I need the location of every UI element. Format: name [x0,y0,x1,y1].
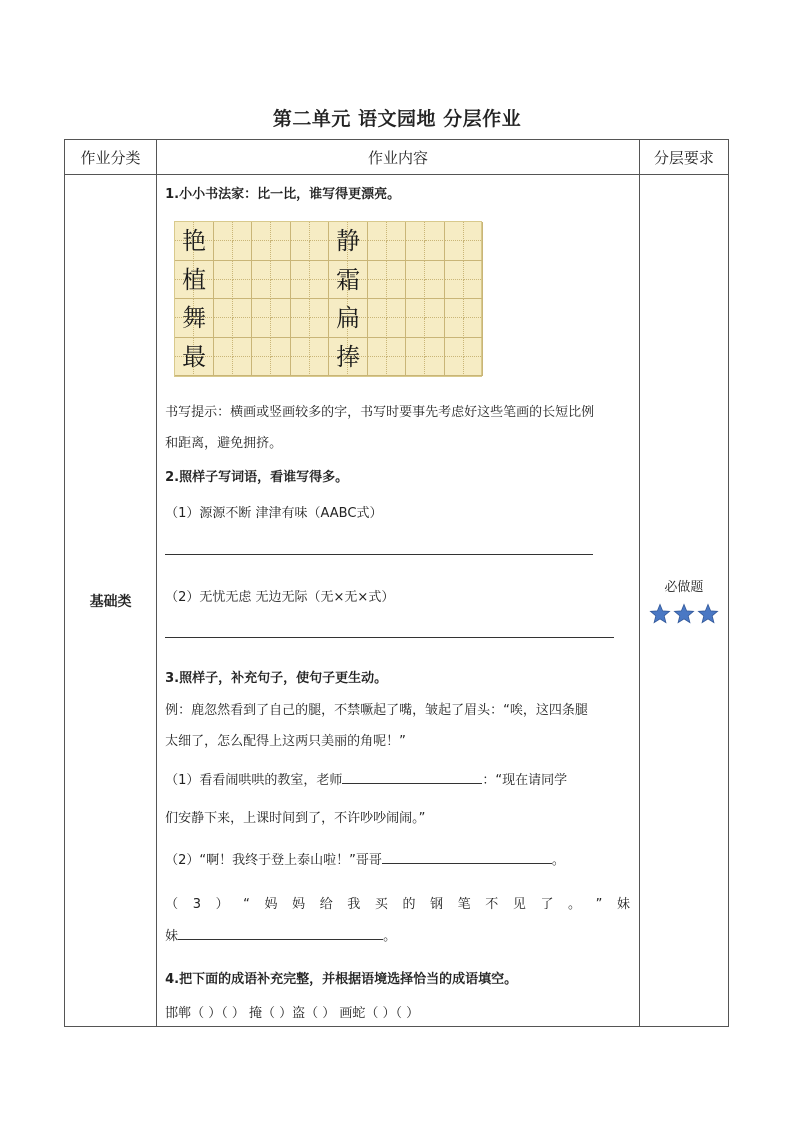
grid-cell[interactable] [445,338,464,357]
grid-cell[interactable] [252,299,271,318]
q3-item3-char: 钢 [430,897,444,912]
q3-item1-suffix: ：“现在请同学 [482,773,568,788]
grid-cell[interactable] [368,338,387,357]
grid-cell[interactable] [445,241,464,260]
q1-tip-line2: 和距离，避免拥挤。 [165,436,283,451]
grid-cell[interactable] [464,357,483,376]
q4-title: 4.把下面的成语补充完整，并根据语境选择恰当的成语填空。 [165,972,518,987]
grid-cell[interactable] [233,280,252,299]
grid-cell[interactable] [271,318,290,337]
grid-cell[interactable] [464,241,483,260]
grid-cell[interactable] [291,357,310,376]
grid-cell[interactable] [406,338,425,357]
grid-cell[interactable] [445,357,464,376]
grid-cell[interactable] [425,357,444,376]
grid-cell[interactable] [252,222,271,241]
grid-cell[interactable] [291,280,310,299]
q3-item1-blank[interactable] [342,769,482,784]
grid-cell[interactable] [368,318,387,337]
grid-cell[interactable] [291,222,310,241]
model-char-left: 植 [182,265,207,294]
grid-cell[interactable] [233,357,252,376]
grid-cell[interactable] [233,318,252,337]
q3-item3-char: 笔 [457,897,471,912]
q3-item3-char: 不 [485,897,499,912]
grid-cell[interactable] [310,318,329,337]
grid-cell[interactable] [310,338,329,357]
star-rating [640,603,728,625]
grid-cell[interactable] [233,338,252,357]
category-label: 基础类 [89,593,132,610]
grid-cell[interactable] [271,357,290,376]
grid-cell[interactable] [464,299,483,318]
header-category: 作业分类 [65,140,157,175]
grid-cell[interactable] [387,357,406,376]
q3-item2-blank[interactable] [382,849,552,864]
requirement-cell [639,175,728,1027]
grid-cell[interactable] [387,261,406,280]
q2-title: 2.照样子写词语，看谁写得多。 [165,470,349,485]
q3-item3-char: 妈 [264,897,278,912]
grid-cell[interactable] [291,318,310,337]
q3-item3-char: “ [243,897,250,912]
grid-cell[interactable] [425,338,444,357]
star-icon [697,603,719,625]
q3-item3-suffix: 。 [383,929,397,944]
q3-item3-char: 3 [192,897,201,912]
requirement-label: 必做题 [664,580,704,595]
q3-item3-prefix: 妹 [165,929,179,944]
grid-cell[interactable] [406,261,425,280]
grid-cell[interactable] [425,299,444,318]
grid-cell[interactable] [406,357,425,376]
grid-cell[interactable] [425,222,444,241]
model-char-right: 扁 [336,304,361,332]
header-requirement: 分层要求 [639,140,728,175]
model-char-left: 舞 [182,304,207,332]
grid-cell[interactable] [445,222,464,241]
grid-cell[interactable] [368,222,387,241]
table-header-row [65,140,729,175]
grid-cell[interactable] [406,280,425,299]
grid-cell[interactable] [387,241,406,260]
q2-item1: （1）源源不断 津津有味（AABC式） [165,506,383,521]
grid-cell[interactable] [214,280,233,299]
grid-cell[interactable] [368,357,387,376]
grid-cell[interactable] [464,261,483,280]
grid-cell[interactable] [271,280,290,299]
grid-cell[interactable] [233,241,252,260]
page-title: 第二单元 语文园地 分层作业 [272,108,522,130]
grid-cell[interactable] [368,299,387,318]
q3-item3-char: （ [165,897,179,912]
grid-cell[interactable] [252,338,271,357]
grid-cell[interactable] [445,261,464,280]
grid-cell[interactable] [214,222,233,241]
q3-item1-line2: 们安静下来，上课时间到了，不许吵吵闹闹。” [165,811,426,826]
model-char-right: 捧 [336,342,361,371]
model-char-left: 艳 [182,227,207,255]
grid-cell[interactable] [464,222,483,241]
q3-item3-char: ” [595,897,603,912]
grid-cell[interactable] [445,280,464,299]
grid-cell[interactable] [214,338,233,357]
grid-cell[interactable] [252,241,271,260]
grid-cell[interactable] [233,261,252,280]
q4-idioms: 邯郸（ ）（ ） 掩（ ）盗（ ） 画蛇（ ）（ ） [165,1006,420,1021]
q3-item3-char: 。 [568,897,582,912]
q3-item3-char: 我 [347,897,361,912]
q1-title: 1.小小书法家：比一比，谁写得更漂亮。 [165,187,401,202]
grid-cell[interactable] [425,318,444,337]
category-cell [65,175,157,1027]
grid-cell[interactable] [406,299,425,318]
grid-cell[interactable] [252,280,271,299]
q3-item2 [165,845,635,876]
q3-item3-char: 了 [540,897,554,912]
model-char-right: 霜 [336,265,361,294]
grid-cell[interactable] [271,299,290,318]
q3-item3-char: ） [215,897,229,912]
table-row [65,175,729,1027]
star-icon [673,603,695,625]
grid-cell[interactable] [464,280,483,299]
grid-cell[interactable] [291,299,310,318]
grid-cell[interactable] [464,338,483,357]
q1-tip-line1: 书写提示：横画或竖画较多的字，书写时要事先考虑好这些笔画的长短比例 [165,405,595,420]
q2-answer-line1[interactable] [165,554,593,555]
calligraphy-grid [174,221,482,377]
header-content: 作业内容 [157,140,640,175]
q3-example-line1: 例：鹿忽然看到了自己的腿，不禁噘起了嘴，皱起了眉头：“唉，这四条腿 [165,703,588,718]
q2-answer-line2[interactable] [165,637,614,638]
q3-item2-prefix: （2）“啊！我终于登上泰山啦！”哥哥 [165,853,382,868]
grid-cell[interactable] [233,222,252,241]
grid-cell[interactable] [387,299,406,318]
grid-cell[interactable] [310,261,329,280]
model-char-right: 静 [336,227,361,255]
grid-cell[interactable] [310,299,329,318]
grid-cell[interactable] [214,318,233,337]
grid-cell[interactable] [252,318,271,337]
q3-item3-blank[interactable] [178,925,383,940]
q3-item2-suffix: 。 [551,853,565,868]
grid-cell[interactable] [291,261,310,280]
q3-item3-char: 见 [512,897,526,912]
content-cell [157,175,640,1027]
q3-item3-char: 买 [374,897,388,912]
grid-cell[interactable] [387,318,406,337]
grid-cell[interactable] [271,338,290,357]
homework-table [64,139,729,1027]
grid-cell[interactable] [368,241,387,260]
grid-cell[interactable] [425,241,444,260]
grid-cell[interactable] [252,261,271,280]
q3-example-line2: 太细了，怎么配得上这两只美丽的角呢！” [165,734,406,749]
q3-item3-char: 妈 [292,897,306,912]
grid-cell[interactable] [310,280,329,299]
grid-cell[interactable] [425,280,444,299]
grid-cell[interactable] [214,357,233,376]
grid-cell[interactable] [387,280,406,299]
grid-cell[interactable] [271,222,290,241]
q3-item3-line2 [165,921,635,952]
q2-item2: （2）无忧无虑 无边无际（无×无×式） [165,590,395,605]
q3-item1 [165,765,635,796]
q3-item3-line1 [165,889,630,920]
grid-cell[interactable] [406,318,425,337]
q3-item3-char: 妹 [616,897,630,912]
grid-cell[interactable] [271,261,290,280]
star-icon [649,603,671,625]
grid-cell[interactable] [445,318,464,337]
q3-title: 3.照样子，补充句子，使句子更生动。 [165,671,388,686]
grid-cell[interactable] [310,222,329,241]
grid-cell[interactable] [233,299,252,318]
grid-cell[interactable] [214,241,233,260]
grid-cell[interactable] [271,241,290,260]
grid-cell[interactable] [464,318,483,337]
grid-cell[interactable] [406,241,425,260]
grid-cell[interactable] [387,338,406,357]
grid-cell[interactable] [214,261,233,280]
grid-cell[interactable] [368,280,387,299]
grid-cell[interactable] [291,338,310,357]
model-char-left: 最 [182,342,207,371]
q3-item1-prefix: （1）看看闹哄哄的教室，老师 [165,773,343,788]
grid-cell[interactable] [291,241,310,260]
grid-cell[interactable] [310,357,329,376]
q3-item3-char: 给 [319,897,333,912]
grid-cell[interactable] [387,222,406,241]
grid-cell[interactable] [445,299,464,318]
grid-cell[interactable] [406,222,425,241]
q3-item3-char: 的 [402,897,416,912]
grid-cell[interactable] [214,299,233,318]
grid-cell[interactable] [252,357,271,376]
grid-cell[interactable] [310,241,329,260]
grid-cell[interactable] [425,261,444,280]
grid-cell[interactable] [368,261,387,280]
